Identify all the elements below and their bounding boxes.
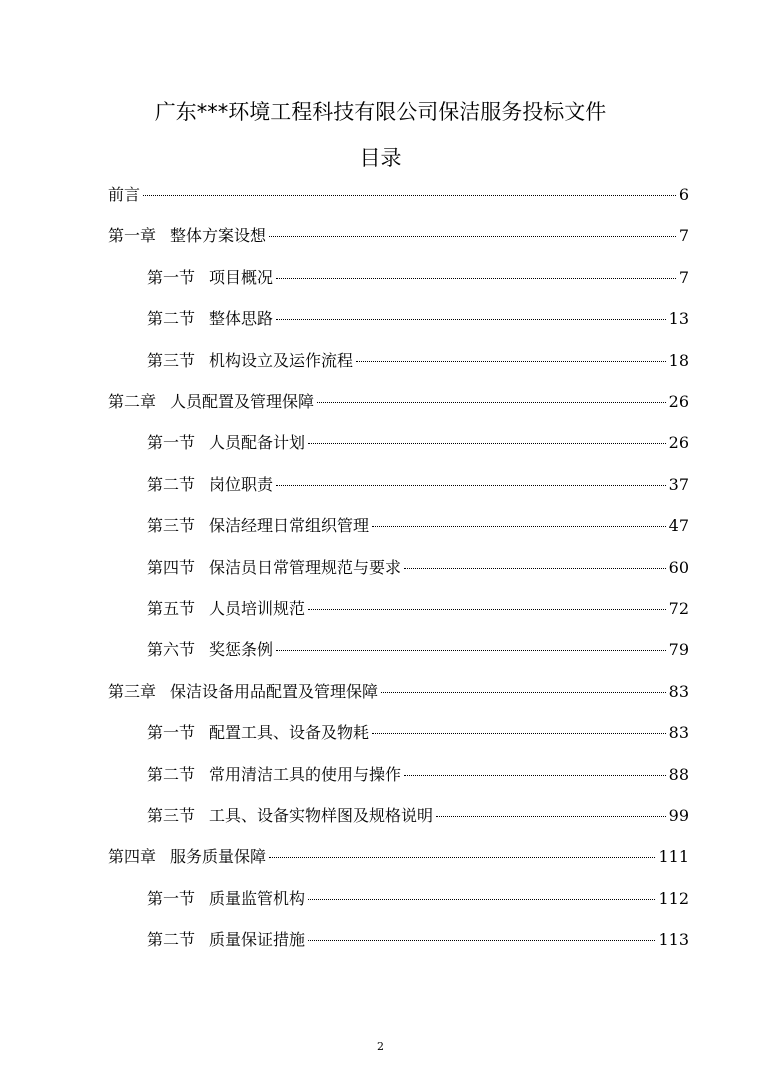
toc-entry[interactable] <box>147 555 689 579</box>
dot-leader <box>308 443 666 444</box>
toc-entry-label: 第二节 <box>147 930 196 949</box>
toc-entry-label: 第三节 <box>147 516 196 535</box>
toc-entry-title: 整体方案设想 <box>170 226 267 245</box>
toc-entry-title: 人员配备计划 <box>209 433 306 452</box>
toc-entry-title: 保洁员日常管理规范与要求 <box>209 558 402 577</box>
toc-entry-title: 人员配置及管理保障 <box>170 392 315 411</box>
document-title: 广东***环境工程科技有限公司保洁服务投标文件 <box>154 100 607 124</box>
toc-entry-label: 第四节 <box>147 558 196 577</box>
toc-entry-label: 第四章 <box>108 847 157 866</box>
toc-entry-label: 第五节 <box>147 599 196 618</box>
toc-entry[interactable] <box>147 762 689 786</box>
toc-entry-label: 第一节 <box>147 723 196 742</box>
toc-entry-title: 服务质量保障 <box>170 847 267 866</box>
toc-entry-page: 79 <box>668 640 689 659</box>
toc-entry-title: 常用清洁工具的使用与操作 <box>209 765 402 784</box>
toc-entry-page: 99 <box>668 806 689 825</box>
toc-entry-page: 13 <box>668 309 689 328</box>
dot-leader <box>276 650 666 651</box>
toc-entry-label: 第六节 <box>147 640 196 659</box>
toc-entry-page: 111 <box>658 847 689 866</box>
toc-entry-title: 质量保证措施 <box>209 930 306 949</box>
toc-entry-page: 88 <box>668 765 689 784</box>
toc-entry-page: 18 <box>668 351 689 370</box>
toc-entry[interactable] <box>108 389 689 413</box>
toc-entry-page: 72 <box>668 599 689 618</box>
dot-leader <box>317 402 666 403</box>
toc-entry-label: 第三节 <box>147 351 196 370</box>
toc-entry-page: 113 <box>658 930 689 949</box>
dot-leader <box>436 816 666 817</box>
dot-leader <box>404 775 666 776</box>
toc-entry-page: 7 <box>678 268 689 287</box>
toc-entry-page: 83 <box>668 682 689 701</box>
dot-leader <box>372 733 666 734</box>
toc-entry-title: 机构设立及运作流程 <box>209 351 354 370</box>
toc-entry-page: 26 <box>668 433 689 452</box>
toc-entry-title: 人员培训规范 <box>209 599 306 618</box>
toc-entry-title: 整体思路 <box>209 309 274 328</box>
toc-entry-page: 7 <box>678 226 689 245</box>
toc-entry[interactable] <box>108 182 689 206</box>
dot-leader <box>269 236 676 237</box>
toc-entry-page: 26 <box>668 392 689 411</box>
dot-leader <box>143 195 676 196</box>
dot-leader <box>381 692 666 693</box>
toc-entry-title: 岗位职责 <box>209 475 274 494</box>
toc-entry[interactable] <box>147 306 689 330</box>
toc-entry-title: 奖惩条例 <box>209 640 274 659</box>
toc-entry-label: 第二节 <box>147 309 196 328</box>
toc-entry[interactable] <box>147 430 689 454</box>
toc-entry-page: 83 <box>668 723 689 742</box>
toc-entry-page: 6 <box>678 185 689 204</box>
toc-entry-page: 47 <box>668 516 689 535</box>
toc-entry-label: 第一节 <box>147 433 196 452</box>
dot-leader <box>276 319 666 320</box>
dot-leader <box>308 899 655 900</box>
dot-leader <box>308 609 666 610</box>
toc-entry[interactable] <box>147 803 689 827</box>
toc-entry-page: 112 <box>658 889 689 908</box>
toc-entry-title: 保洁经理日常组织管理 <box>209 516 370 535</box>
toc-entry-label: 第二章 <box>108 392 157 411</box>
toc-entry[interactable] <box>147 596 689 620</box>
toc-entry[interactable] <box>108 844 689 868</box>
dot-leader <box>276 278 676 279</box>
toc-entry-label: 第一节 <box>147 268 196 287</box>
toc-entry-label: 第二节 <box>147 475 196 494</box>
toc-entry-title: 前言 <box>108 185 141 204</box>
toc-entry-label: 第一节 <box>147 889 196 908</box>
toc-entry-label: 第三章 <box>108 682 157 701</box>
toc-entry[interactable] <box>147 513 689 537</box>
dot-leader <box>308 940 655 941</box>
toc-entry[interactable] <box>147 886 689 910</box>
toc-entry[interactable] <box>147 720 689 744</box>
toc-entry-title: 配置工具、设备及物耗 <box>209 723 370 742</box>
toc-heading: 目录 <box>359 146 402 170</box>
toc-entry-title: 质量监管机构 <box>209 889 306 908</box>
dot-leader <box>276 485 666 486</box>
toc-entry-label: 第三节 <box>147 806 196 825</box>
toc-entry-title: 保洁设备用品配置及管理保障 <box>170 682 379 701</box>
toc-entry[interactable] <box>147 348 689 372</box>
toc-entry[interactable] <box>147 637 689 661</box>
dot-leader <box>356 361 666 362</box>
toc-entry[interactable] <box>147 927 689 951</box>
page-number: 2 <box>377 1040 384 1053</box>
toc-entry[interactable] <box>147 472 689 496</box>
toc-entry-label: 第二节 <box>147 765 196 784</box>
dot-leader <box>404 568 666 569</box>
toc-entry[interactable] <box>147 265 689 289</box>
toc-entry-page: 60 <box>668 558 689 577</box>
toc-entry-title: 工具、设备实物样图及规格说明 <box>209 806 434 825</box>
toc-entry-page: 37 <box>668 475 689 494</box>
toc-entry[interactable] <box>108 679 689 703</box>
toc-entry-label: 第一章 <box>108 226 157 245</box>
dot-leader <box>269 857 655 858</box>
dot-leader <box>372 526 666 527</box>
toc-entry-title: 项目概况 <box>209 268 274 287</box>
toc-entry[interactable] <box>108 223 689 247</box>
